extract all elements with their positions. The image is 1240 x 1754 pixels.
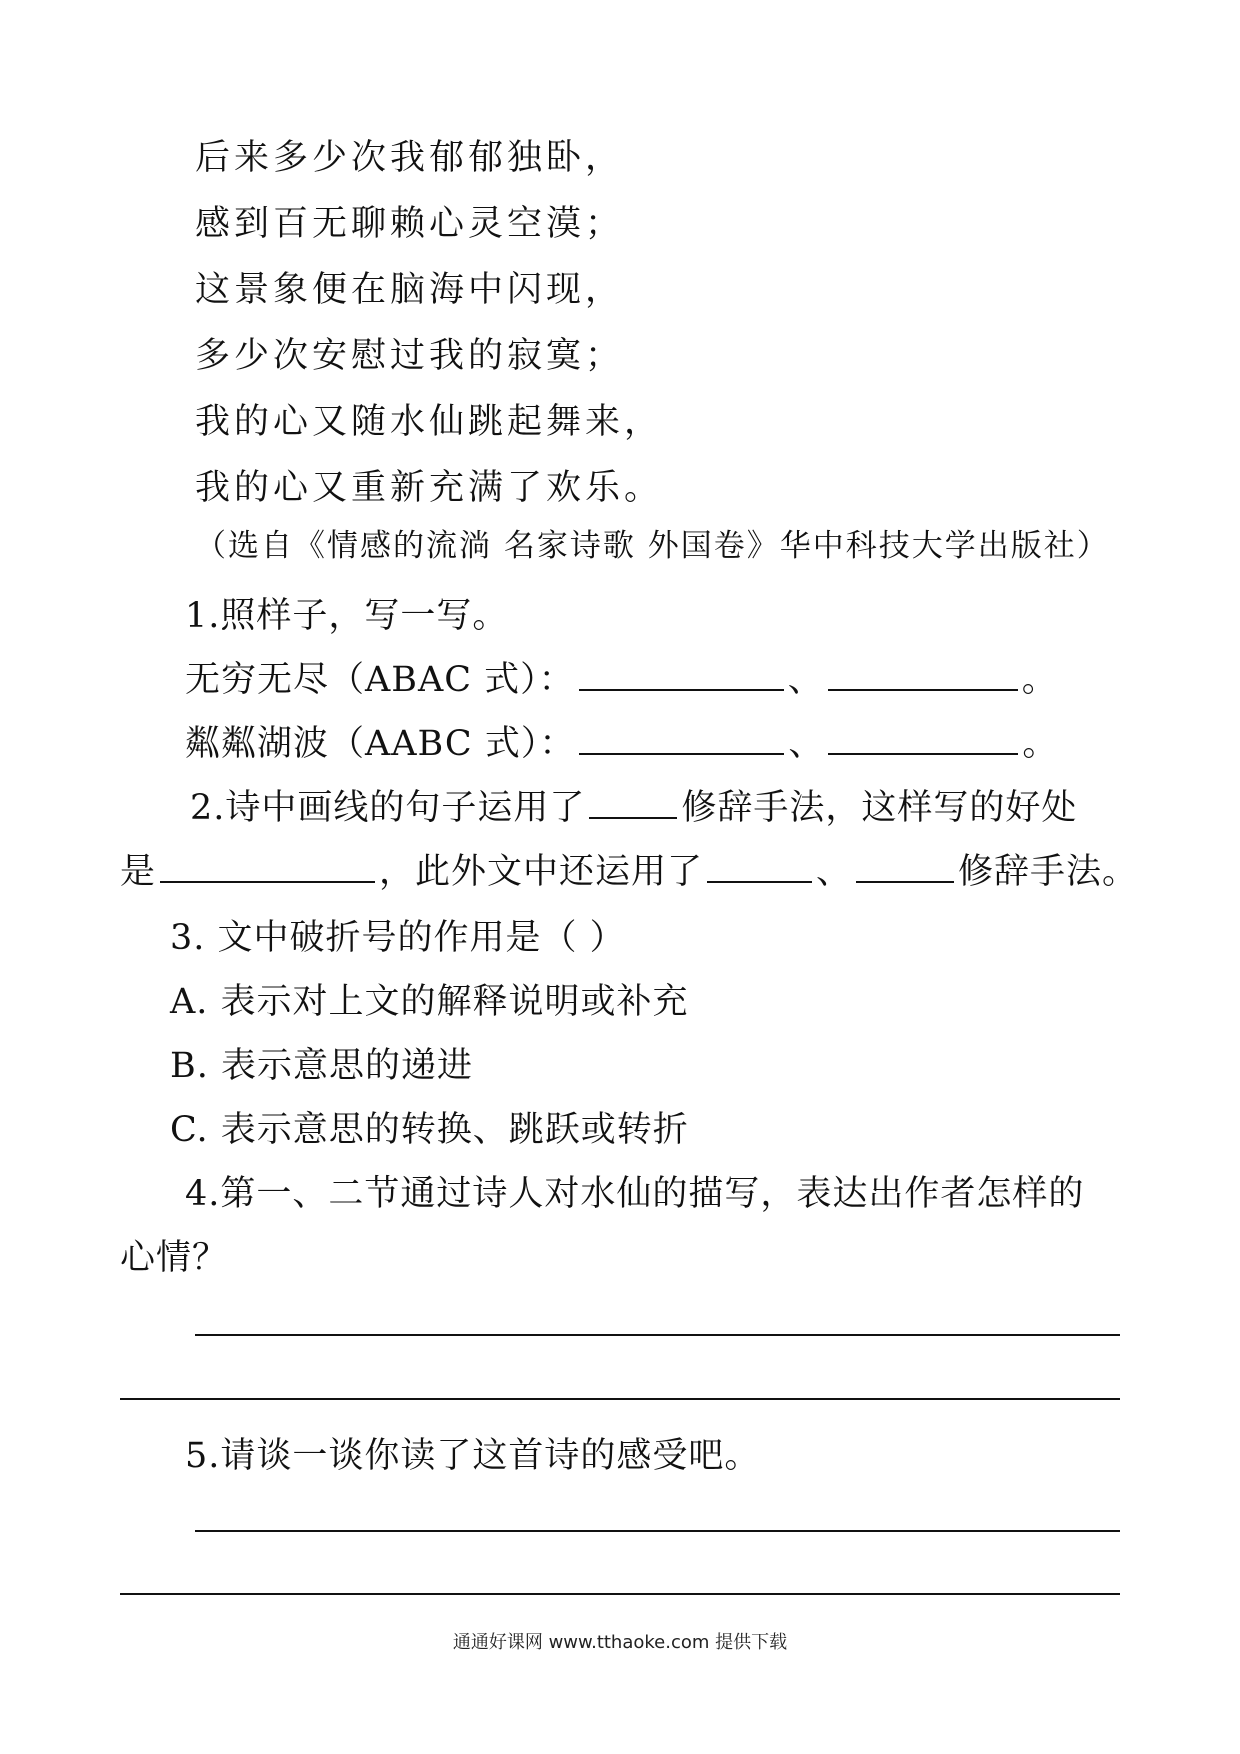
answer-blank[interactable] bbox=[707, 851, 812, 883]
q2-text: 修辞手法，这样写的好处 bbox=[681, 788, 1078, 828]
end-mark: 。 bbox=[1022, 724, 1059, 764]
q2-text: 、 bbox=[816, 852, 853, 892]
row-1-label: 无穷无尽（ABAC 式）： bbox=[185, 660, 575, 700]
poem-line-2: 感到百无聊赖心灵空漠； bbox=[195, 204, 625, 244]
option-c[interactable]: C. 表示意思的转换、跳跃或转折 bbox=[170, 1110, 689, 1150]
question-2-line-1 bbox=[190, 780, 1077, 830]
separator: 、 bbox=[787, 660, 824, 700]
question-1-title: 1.照样子，写一写。 bbox=[185, 596, 509, 636]
poem-line-6: 我的心又重新充满了欢乐。 bbox=[195, 468, 664, 508]
separator: 、 bbox=[788, 724, 825, 764]
poem-line-5: 我的心又随水仙跳起舞来， bbox=[195, 402, 664, 442]
answer-blank[interactable] bbox=[828, 723, 1018, 755]
q2-text: 修辞手法。 bbox=[958, 852, 1139, 892]
option-b[interactable]: B. 表示意思的递进 bbox=[170, 1046, 473, 1086]
question-2-line-2 bbox=[120, 844, 1138, 894]
poem-line-1: 后来多少次我郁郁独卧， bbox=[195, 138, 625, 178]
question-4-line-2: 心情？ bbox=[120, 1238, 229, 1278]
answer-line[interactable] bbox=[120, 1398, 1120, 1400]
row-2-label: 粼粼湖波（AABC 式）： bbox=[185, 724, 576, 764]
answer-line[interactable] bbox=[195, 1334, 1120, 1336]
option-a[interactable]: A. 表示对上文的解释说明或补充 bbox=[170, 982, 689, 1022]
question-4-line-1: 4.第一、二节通过诗人对水仙的描写，表达出作者怎样的 bbox=[185, 1174, 1085, 1214]
end-mark: 。 bbox=[1021, 660, 1058, 700]
poem-line-3: 这景象便在脑海中闪现， bbox=[195, 270, 625, 310]
question-3-title: 3. 文中破折号的作用是（ ） bbox=[170, 918, 626, 958]
answer-blank[interactable] bbox=[589, 787, 677, 819]
poem-source: （选自《情感的流淌 名家诗歌 外国卷》华中科技大学出版社） bbox=[195, 528, 1110, 564]
question-1-row-2 bbox=[185, 716, 1058, 766]
answer-blank[interactable] bbox=[579, 659, 784, 691]
answer-line[interactable] bbox=[120, 1593, 1120, 1595]
question-5-title: 5.请谈一谈你读了这首诗的感受吧。 bbox=[185, 1436, 761, 1476]
answer-blank[interactable] bbox=[579, 723, 784, 755]
q2-text: 是 bbox=[120, 852, 157, 892]
answer-line[interactable] bbox=[195, 1530, 1120, 1532]
answer-blank[interactable] bbox=[828, 659, 1018, 691]
poem-line-4: 多少次安慰过我的寂寞； bbox=[195, 336, 625, 376]
answer-blank[interactable] bbox=[856, 851, 954, 883]
answer-blank[interactable] bbox=[160, 851, 375, 883]
q2-text: ，此外文中还运用了 bbox=[379, 852, 704, 892]
footer-credit: 通通好课网 www.tthaoke.com 提供下载 bbox=[452, 1632, 788, 1653]
question-1-row-1 bbox=[185, 652, 1058, 702]
q2-text: 2.诗中画线的句子运用了 bbox=[190, 788, 586, 828]
